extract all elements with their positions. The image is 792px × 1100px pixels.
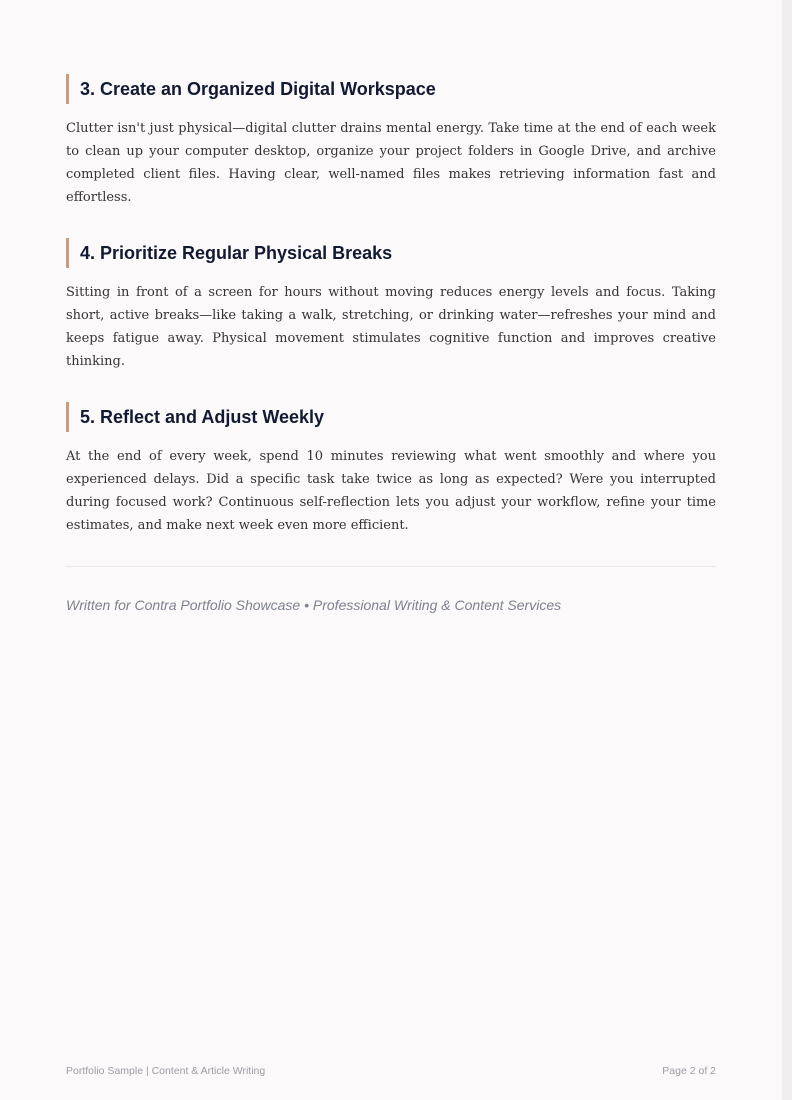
article-content bbox=[66, 74, 716, 615]
divider bbox=[66, 566, 716, 567]
section-heading: 3. Create an Organized Digital Workspace bbox=[66, 74, 716, 104]
scrollbar[interactable] bbox=[782, 0, 792, 1100]
byline: Written for Contra Portfolio Showcase • Professional Writing & Content Services bbox=[66, 597, 562, 613]
page-number: Page 2 of 2 bbox=[662, 1065, 716, 1077]
section-heading: 4. Prioritize Regular Physical Breaks bbox=[66, 238, 716, 268]
section-body: Clutter isn't just physical—digital clutter drains mental energy. Take time at the end of each week to clean up your computer desktop, organize your project folders in Google Drive, and archive completed client files. Having clear, well-named files makes retrieving information fast and effortless. bbox=[66, 121, 716, 205]
footer-left-text: Portfolio Sample | Content & Article Writing bbox=[66, 1065, 266, 1077]
section-body: Sitting in front of a screen for hours without moving reduces energy levels and focus. Taking short, active breaks—like taking a walk, stretching, or drinking water—refreshes your mind and keeps fatigue away. Physical movement stimulates cognitive function and improves creative thinking. bbox=[66, 285, 716, 369]
section-heading: 5. Reflect and Adjust Weekly bbox=[66, 402, 716, 432]
page-footer bbox=[66, 1063, 716, 1079]
section-body: At the end of every week, spend 10 minutes reviewing what went smoothly and where you experienced delays. Did a specific task take twice as long as expected? Were you interrupted during focused work? Continuous self-reflection lets you adjust your workflow, refine your time estimates, and make next week even more efficient. bbox=[66, 449, 716, 533]
section-physical-breaks bbox=[66, 238, 716, 373]
section-reflect-adjust bbox=[66, 402, 716, 537]
section-digital-workspace bbox=[66, 74, 716, 209]
